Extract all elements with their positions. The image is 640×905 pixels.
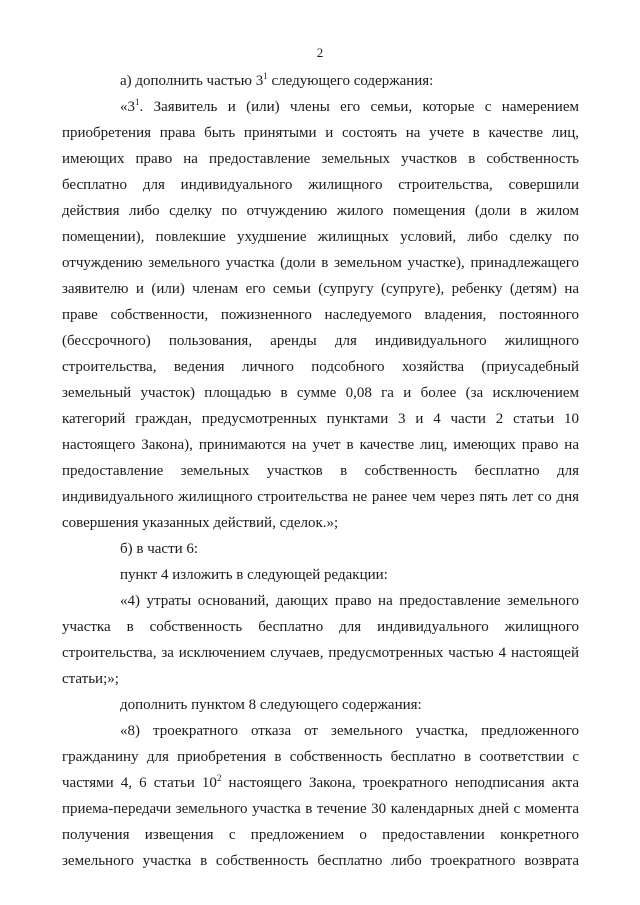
text-line (62, 328, 579, 354)
text-line-continuation: . Заявитель и (или) члены его семьи, которые с намерением (139, 99, 579, 115)
text-line-content: приобретения права быть принятыми и состоять на учете в качестве лиц, (62, 125, 579, 141)
text-line-content: строительства, за исключением случаев, предусмотренных частью 4 настоящей (62, 645, 579, 661)
text-line (62, 718, 579, 744)
text-line-content: отчуждению земельного участка (доли в земельном участке), принадлежащего (62, 255, 579, 271)
text-line-content: б) в части 6: (120, 541, 199, 557)
text-line (62, 380, 579, 406)
text-line-content: «4) утраты оснований, дающих право на предоставление земельного (120, 593, 579, 609)
text-line-content: пункт 4 изложить в следующей редакции: (120, 567, 388, 583)
text-line (62, 146, 579, 172)
text-line-content: (бессрочного) пользования, аренды для индивидуального жилищного (62, 333, 579, 349)
text-line (62, 614, 579, 640)
text-line-continuation: следующего содержания: (267, 73, 434, 89)
text-line (62, 796, 579, 822)
text-line-content: имеющих право на предоставление земельных участков в собственность (62, 151, 579, 167)
text-line (62, 250, 579, 276)
text-line-content: участка в собственность бесплатно для индивидуального жилищного (62, 619, 579, 635)
text-line (62, 68, 579, 94)
text-line (62, 848, 579, 874)
text-line-content: действия либо сделку по отчуждению жилого помещения (доли в жилом (62, 203, 579, 219)
text-line-content: индивидуального жилищного строительства не ранее чем через пять лет со дня (62, 489, 579, 505)
text-line-content: а) дополнить частью 3 (120, 73, 264, 89)
text-line-content: бесплатно для индивидуального жилищного строительства, совершили (62, 177, 579, 193)
text-line-content: заявителю и (или) членам его семьи (супругу (супруге), ребенку (детям) на (62, 281, 579, 297)
text-line (62, 302, 579, 328)
superscript: 1 (135, 97, 140, 107)
text-line-content: дополнить пунктом 8 следующего содержания: (120, 697, 422, 713)
text-line-content: приема-передачи земельного участка в течение 30 календарных дней с момента (62, 801, 579, 817)
text-line (62, 198, 579, 224)
text-line-content: категорий граждан, предусмотренных пунктами 3 и 4 части 2 статьи 10 (62, 411, 579, 427)
text-line-content: «8) троекратного отказа от земельного участка, предложенного (120, 723, 579, 739)
text-line-content: земельный участок) площадью в сумме 0,08 га и более (за исключением (62, 385, 579, 401)
text-line (62, 666, 579, 692)
text-line-content: получения извещения с предложением о предоставлении конкретного (62, 827, 579, 843)
text-line (62, 588, 579, 614)
text-line (62, 172, 579, 198)
text-line-content: «3 (120, 99, 135, 115)
text-line-content: праве собственности, пожизненного наследуемого владения, постоянного (62, 307, 579, 323)
text-line (62, 744, 579, 770)
text-line (62, 484, 579, 510)
text-line (62, 692, 579, 718)
text-line (62, 458, 579, 484)
text-line (62, 94, 579, 120)
text-line-content: земельного участка в собственность бесплатно либо троекратного возврата (62, 853, 579, 869)
superscript: 1 (263, 71, 268, 81)
text-line (62, 406, 579, 432)
text-line-content: настоящего Закона), принимаются на учет в качестве лиц, имеющих право на (62, 437, 579, 453)
text-line (62, 822, 579, 848)
text-line (62, 276, 579, 302)
text-line (62, 120, 579, 146)
text-line-continuation: настоящего Закона, троекратного неподписания акта (221, 775, 579, 791)
text-line-content: частями 4, 6 статьи 10 (62, 775, 217, 791)
text-line-content: строительства, ведения личного подсобного хозяйства (приусадебный (62, 359, 579, 375)
text-line (62, 770, 579, 796)
text-line-content: помещении), повлекшие ухудшение жилищных условий, либо сделку по (62, 229, 579, 245)
text-line (62, 640, 579, 666)
text-line (62, 354, 579, 380)
text-line-content: статьи;»; (62, 671, 119, 687)
text-line (62, 432, 579, 458)
text-line (62, 536, 579, 562)
document-body (62, 68, 579, 874)
text-line-content: совершения указанных действий, сделок.»; (62, 515, 339, 531)
text-line (62, 510, 579, 536)
text-line (62, 562, 579, 588)
superscript: 2 (216, 773, 222, 783)
text-line (62, 224, 579, 250)
page-number: 2 (316, 45, 324, 60)
text-line-content: гражданину для приобретения в собственность бесплатно в соответствии с (62, 749, 579, 765)
text-line-content: предоставление земельных участков в собственность бесплатно для (62, 463, 579, 479)
